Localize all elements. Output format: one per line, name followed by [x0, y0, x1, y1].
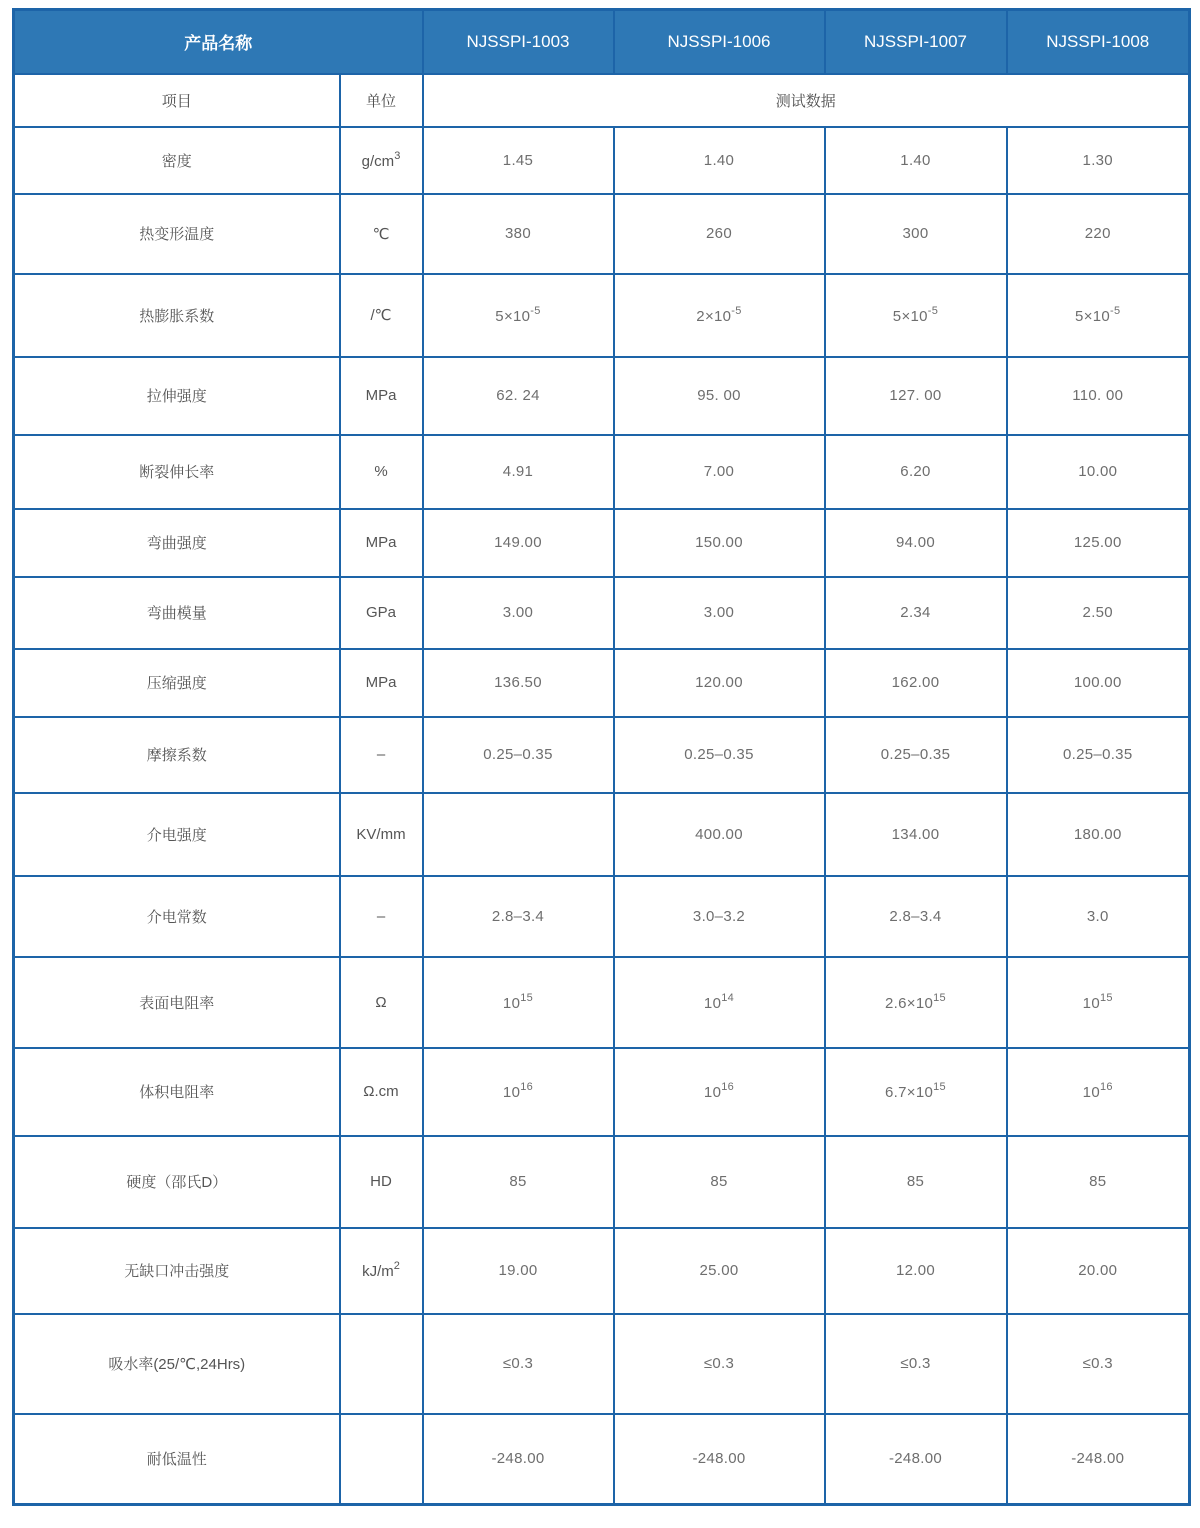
- value-cell: $2.6\times 10^{15}$: [825, 957, 1007, 1048]
- value-cell: 127. 00: [825, 357, 1007, 435]
- value-cell: 110. 00: [1007, 357, 1190, 435]
- value-cell: 260: [614, 194, 825, 274]
- table-row: [14, 1228, 1190, 1314]
- value-cell: 300: [825, 194, 1007, 274]
- value-cell: -248.00: [423, 1414, 614, 1505]
- unit-cell: –: [340, 876, 423, 957]
- unit-cell: MPa: [340, 357, 423, 435]
- property-label: 体积电阻率: [14, 1048, 340, 1136]
- property-label: 表面电阻率: [14, 957, 340, 1048]
- value-cell: 85: [614, 1136, 825, 1228]
- table-row: [14, 876, 1190, 957]
- table-row: [14, 1414, 1190, 1505]
- table-row: [14, 127, 1190, 194]
- value-cell: $10^{16}$: [1007, 1048, 1190, 1136]
- property-label: 压缩强度: [14, 649, 340, 717]
- property-label: 硬度（邵氏D）: [14, 1136, 340, 1228]
- product-column-header-1007: NJSSPI-1007: [825, 10, 1007, 74]
- value-cell: 95. 00: [614, 357, 825, 435]
- value-cell: ≤0.3: [825, 1314, 1007, 1414]
- value-cell: 0.25–0.35: [614, 717, 825, 793]
- value-cell: $5\times 10^{-5}$: [423, 274, 614, 357]
- value-cell: 0.25–0.35: [423, 717, 614, 793]
- unit-cell: MPa: [340, 649, 423, 717]
- value-cell: 1.40: [614, 127, 825, 194]
- value-cell: $10^{14}$: [614, 957, 825, 1048]
- value-cell: 2.50: [1007, 577, 1190, 649]
- value-cell: $10^{16}$: [423, 1048, 614, 1136]
- property-label: 介电常数: [14, 876, 340, 957]
- property-label: 耐低温性: [14, 1414, 340, 1505]
- unit-cell: HD: [340, 1136, 423, 1228]
- value-cell: 62. 24: [423, 357, 614, 435]
- value-cell: 2.8–3.4: [423, 876, 614, 957]
- product-column-header-1008: NJSSPI-1008: [1007, 10, 1190, 74]
- test-data-header: 测试数据: [423, 74, 1190, 127]
- product-name-header: 产品名称: [14, 10, 423, 74]
- unit-cell: GPa: [340, 577, 423, 649]
- value-cell: 162.00: [825, 649, 1007, 717]
- value-cell: 2.34: [825, 577, 1007, 649]
- item-header: 项目: [14, 74, 340, 127]
- property-label: 弯曲强度: [14, 509, 340, 577]
- value-cell: 120.00: [614, 649, 825, 717]
- unit-header: 单位: [340, 74, 423, 127]
- value-cell: 134.00: [825, 793, 1007, 876]
- value-cell: ≤0.3: [614, 1314, 825, 1414]
- property-label: 无缺口冲击强度: [14, 1228, 340, 1314]
- value-cell: 85: [825, 1136, 1007, 1228]
- spec-table-body: [14, 127, 1190, 1505]
- unit-cell: %: [340, 435, 423, 509]
- value-cell: 0.25–0.35: [825, 717, 1007, 793]
- value-cell: -248.00: [1007, 1414, 1190, 1505]
- property-label: 摩擦系数: [14, 717, 340, 793]
- unit-cell: $g/cm^3$: [340, 127, 423, 194]
- value-cell: -248.00: [614, 1414, 825, 1505]
- table-row: [14, 1136, 1190, 1228]
- value-cell: 380: [423, 194, 614, 274]
- value-cell: 150.00: [614, 509, 825, 577]
- table-row: [14, 1314, 1190, 1414]
- value-cell: 25.00: [614, 1228, 825, 1314]
- subheader-row: [14, 74, 1190, 127]
- value-cell: $10^{16}$: [614, 1048, 825, 1136]
- unit-cell: Ω.cm: [340, 1048, 423, 1136]
- property-label: 热膨胀系数: [14, 274, 340, 357]
- unit-cell: [340, 1414, 423, 1505]
- value-cell: 180.00: [1007, 793, 1190, 876]
- table-row: [14, 793, 1190, 876]
- value-cell: 94.00: [825, 509, 1007, 577]
- value-cell: 100.00: [1007, 649, 1190, 717]
- unit-cell: KV/mm: [340, 793, 423, 876]
- value-cell: 20.00: [1007, 1228, 1190, 1314]
- value-cell: 1.30: [1007, 127, 1190, 194]
- value-cell: 136.50: [423, 649, 614, 717]
- property-label: 热变形温度: [14, 194, 340, 274]
- product-header-row: [14, 10, 1190, 74]
- value-cell: 2.8–3.4: [825, 876, 1007, 957]
- value-cell: 7.00: [614, 435, 825, 509]
- value-cell: 12.00: [825, 1228, 1007, 1314]
- table-row: [14, 1048, 1190, 1136]
- property-label: 介电强度: [14, 793, 340, 876]
- table-row: [14, 435, 1190, 509]
- unit-cell: /℃: [340, 274, 423, 357]
- value-cell: 400.00: [614, 793, 825, 876]
- unit-cell: $kJ/m^2$: [340, 1228, 423, 1314]
- table-row: [14, 509, 1190, 577]
- product-column-header-1006: NJSSPI-1006: [614, 10, 825, 74]
- value-cell: $10^{15}$: [423, 957, 614, 1048]
- product-column-header-1003: NJSSPI-1003: [423, 10, 614, 74]
- property-label: 吸水率(25/℃,24Hrs): [14, 1314, 340, 1414]
- table-row: [14, 717, 1190, 793]
- unit-cell: MPa: [340, 509, 423, 577]
- value-cell: $6.7\times 10^{15}$: [825, 1048, 1007, 1136]
- property-label: 弯曲模量: [14, 577, 340, 649]
- property-label: 拉伸强度: [14, 357, 340, 435]
- table-row: [14, 649, 1190, 717]
- value-cell: 220: [1007, 194, 1190, 274]
- unit-cell: –: [340, 717, 423, 793]
- value-cell: 1.40: [825, 127, 1007, 194]
- value-cell: 149.00: [423, 509, 614, 577]
- value-cell: 0.25–0.35: [1007, 717, 1190, 793]
- table-row: [14, 357, 1190, 435]
- value-cell: 4.91: [423, 435, 614, 509]
- value-cell: 6.20: [825, 435, 1007, 509]
- value-cell: -248.00: [825, 1414, 1007, 1505]
- value-cell: $5\times 10^{-5}$: [825, 274, 1007, 357]
- product-spec-table: [12, 8, 1191, 1506]
- value-cell: 3.00: [423, 577, 614, 649]
- property-label: 密度: [14, 127, 340, 194]
- value-cell: 85: [1007, 1136, 1190, 1228]
- value-cell: $2\times 10^{-5}$: [614, 274, 825, 357]
- value-cell: $10^{15}$: [1007, 957, 1190, 1048]
- value-cell: 10.00: [1007, 435, 1190, 509]
- property-label: 断裂伸长率: [14, 435, 340, 509]
- value-cell: 3.0–3.2: [614, 876, 825, 957]
- value-cell: 85: [423, 1136, 614, 1228]
- unit-cell: ℃: [340, 194, 423, 274]
- value-cell: $5\times 10^{-5}$: [1007, 274, 1190, 357]
- value-cell: ≤0.3: [423, 1314, 614, 1414]
- unit-cell: [340, 1314, 423, 1414]
- value-cell: 3.0: [1007, 876, 1190, 957]
- table-row: [14, 274, 1190, 357]
- value-cell: [423, 793, 614, 876]
- value-cell: 1.45: [423, 127, 614, 194]
- unit-cell: Ω: [340, 957, 423, 1048]
- table-row: [14, 957, 1190, 1048]
- value-cell: 3.00: [614, 577, 825, 649]
- value-cell: ≤0.3: [1007, 1314, 1190, 1414]
- value-cell: 19.00: [423, 1228, 614, 1314]
- value-cell: 125.00: [1007, 509, 1190, 577]
- table-row: [14, 194, 1190, 274]
- table-row: [14, 577, 1190, 649]
